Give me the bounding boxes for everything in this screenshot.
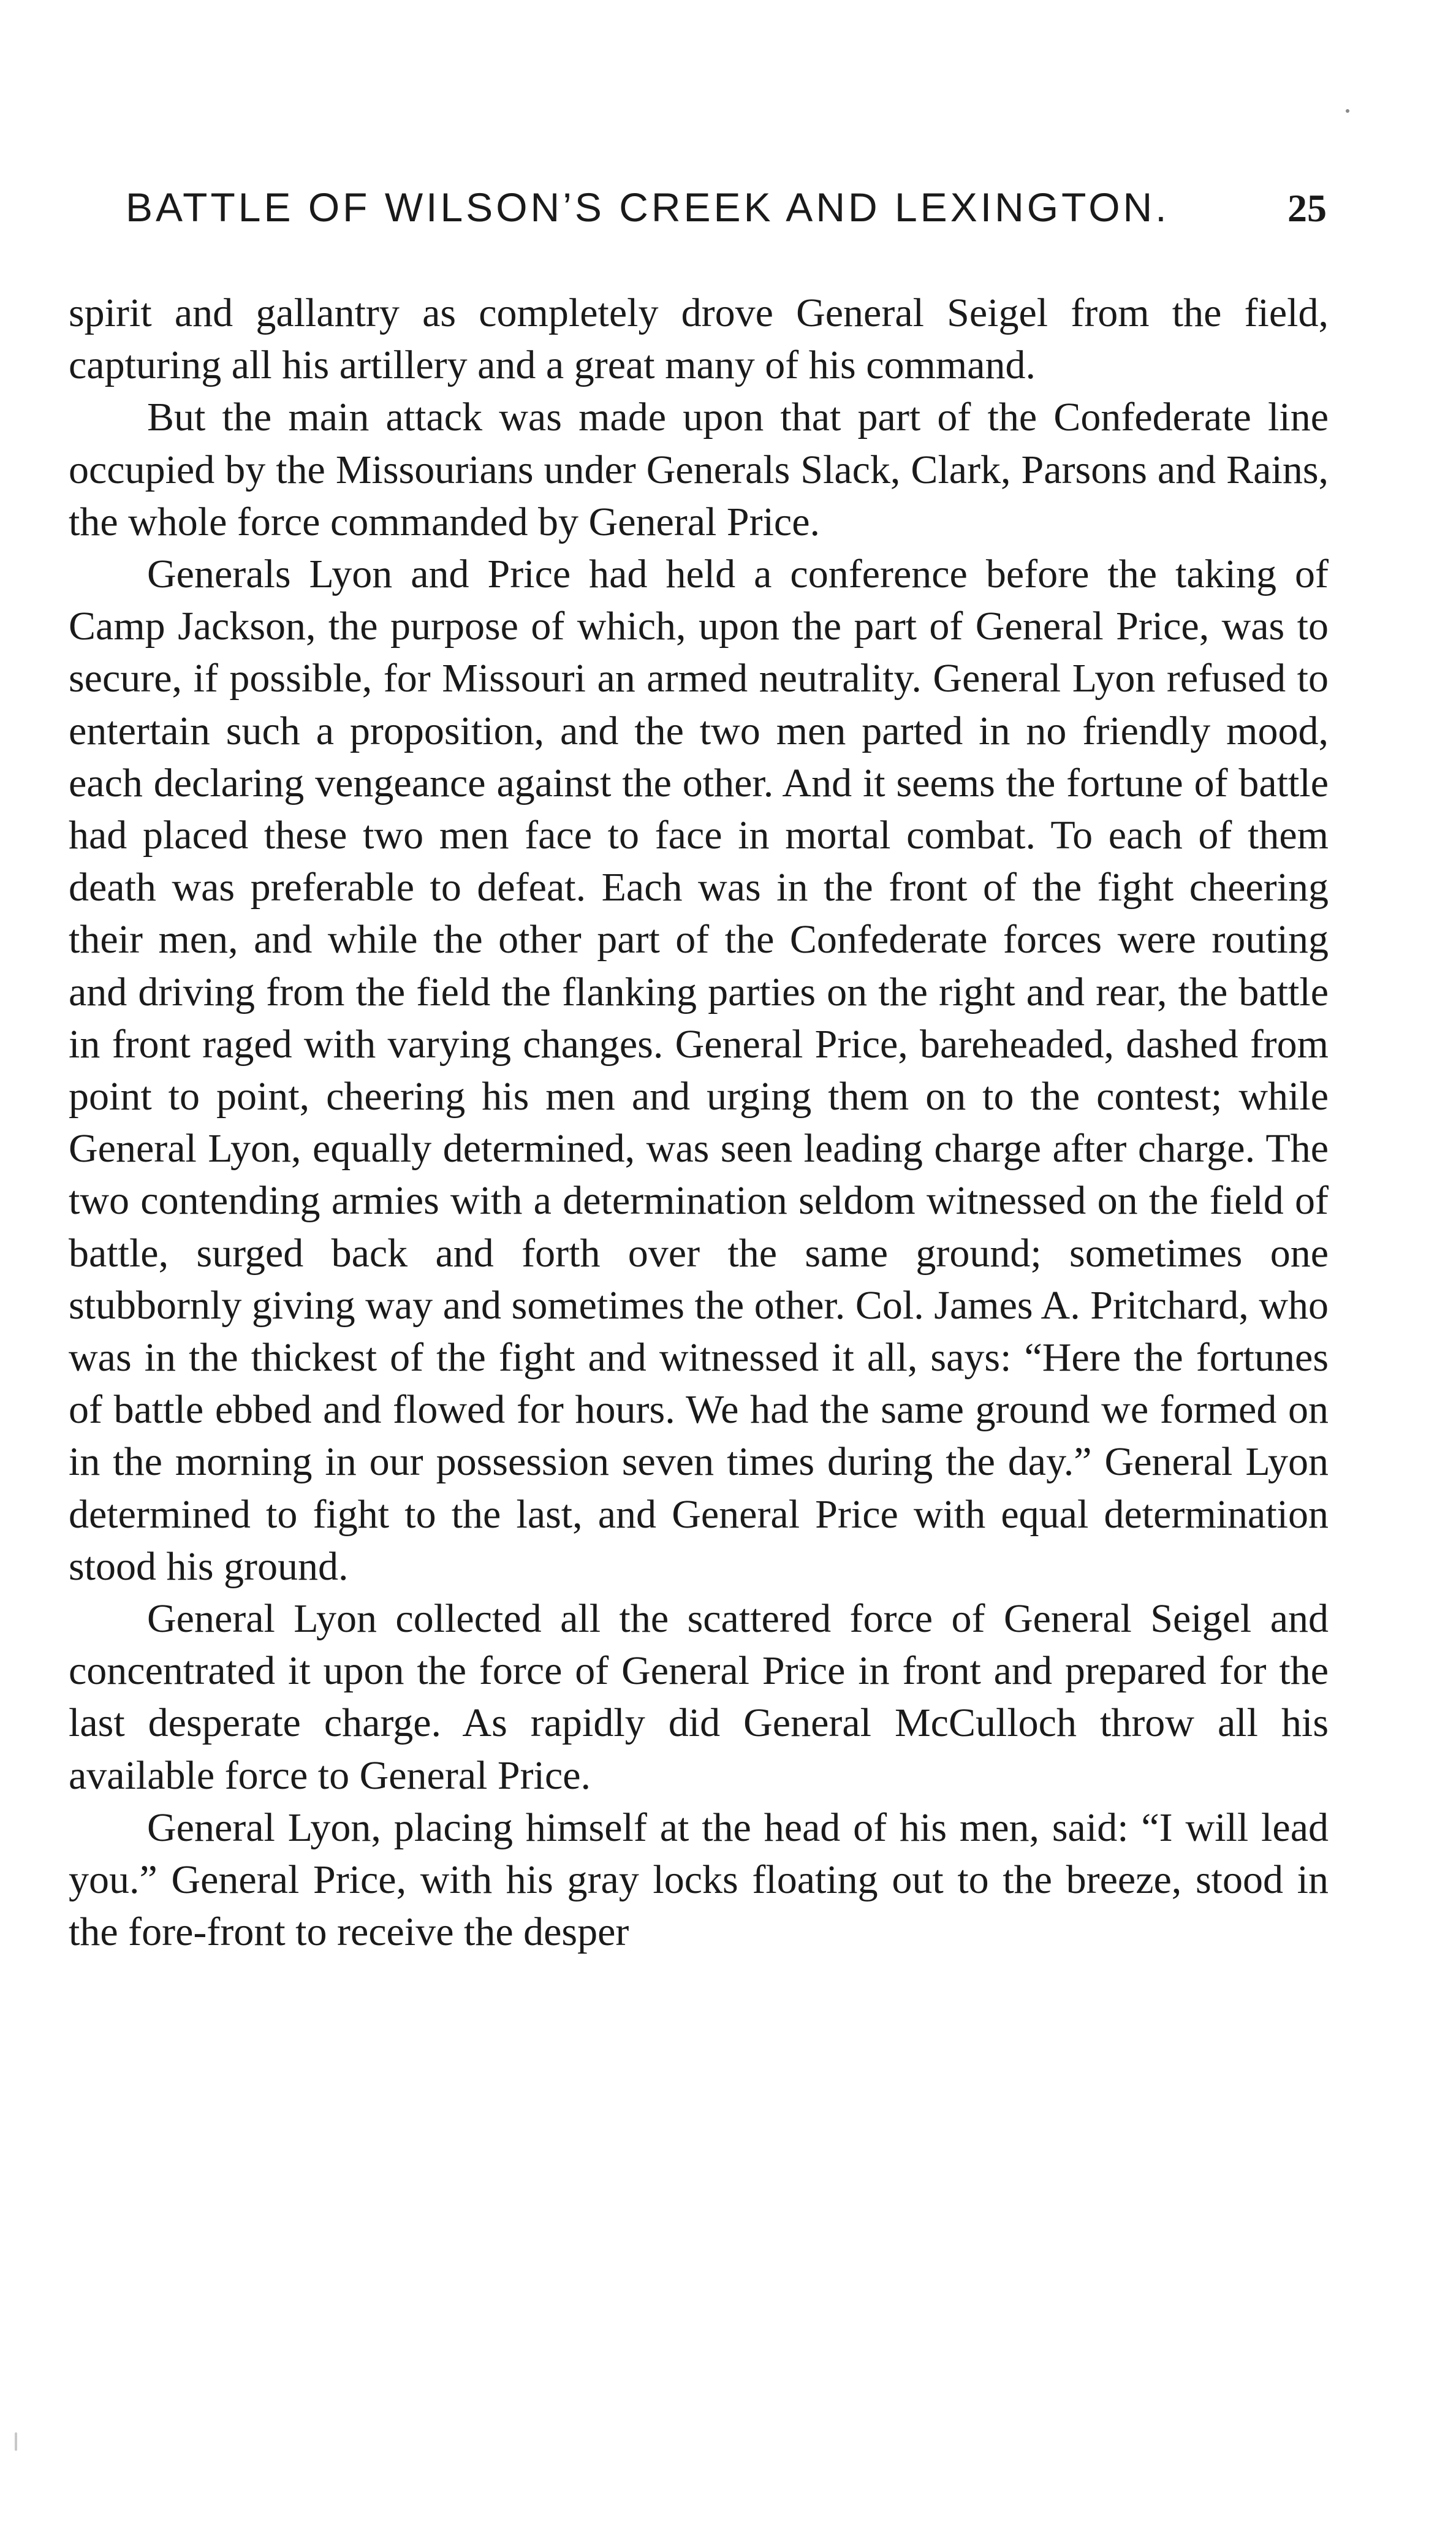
paper-edge-mark	[15, 2432, 17, 2451]
paper-speck	[1346, 109, 1349, 113]
paragraph-1: spirit and gallantry as completely drove General Seigel from the field, capturing all his artillery and a great many of his command.	[69, 291, 1329, 388]
running-head-title: BATTLE OF WILSON’S CREEK AND LEXINGTON.	[126, 185, 1170, 230]
body-text	[69, 287, 1329, 1959]
paragraph-5: General Lyon, placing himself at the head of his men, said: “I will lead you.” General Price, with his gray locks floating out to the breeze, stood in the fore-front to receive the desper	[69, 1805, 1329, 1955]
paragraph-2: But the main attack was made upon that part of the Confederate line occupied by the Missourians under Generals Slack, Clark, Parsons and Rains, the whole force commanded by General Price.	[69, 395, 1329, 544]
page-number: 25	[1287, 186, 1327, 230]
paragraph-3: Generals Lyon and Price had held a conference before the taking of Camp Jackson, the purpose of which, upon the part of General Price, was to secure, if possible, for Missouri an armed neutrality. General Lyon refused to entertain such a proposition, and the two men parted in no friendly mood, each declaring vengeance against the other. And it seems the fortune of battle had placed these two men face to face in mortal combat. To each of them death was preferable to defeat. Each was in the front of the fight cheering their men, and while the other part of the Confederate forces were routing and driving from the field the flanking parties on the right and rear, the battle in front raged with varying changes. General Price, bareheaded, dashed from point to point, cheering his men and urging them on to the contest; while General Lyon, equally determined, was seen leading charge after charge. The two contending armies with a determination seldom witnessed on the field of battle, surged back and forth over the same ground; sometimes one stubbornly giving way and sometimes the other. Col. James A. Pritchard, who was in the thickest of the fight and witnessed it all, says: “Here the fortunes of battle ebbed and flowed for hours. We had the same ground we formed on in the morning in our possession seven times during the day.” General Lyon determined to fight to the last, and General Price with equal determination stood his ground.	[69, 552, 1329, 1589]
paragraph-4: General Lyon collected all the scattered force of General Seigel and concentrated it upon the force of General Price in front and prepared for the last desperate charge. As rapidly did General McCulloch throw all his available force to General Price.	[69, 1596, 1329, 1798]
running-header	[126, 184, 1327, 251]
